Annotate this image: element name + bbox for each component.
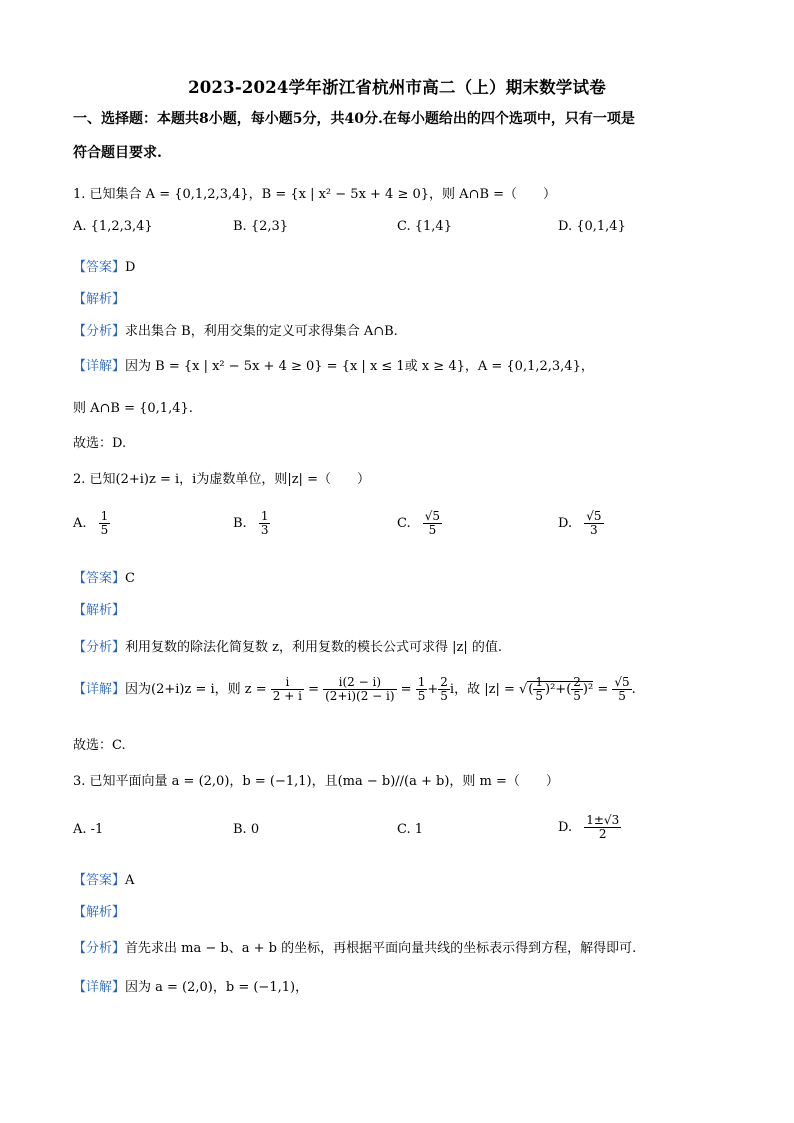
q2-option-d-num: √5 (586, 509, 602, 523)
q3-option-d-den: 2 (598, 827, 607, 842)
q3-answer-value: A (125, 873, 135, 888)
q2-option-a-label: A. (73, 516, 87, 532)
formula-i-over-2-plus-i: $\frac{i}{2 + i}$ (272, 675, 302, 704)
q2-option-b-num: 1 (260, 509, 269, 523)
answer-label: 【答案】 (73, 873, 126, 888)
q1-fenxi-text: 求出集合 B，利用交集的定义可求得集合 A∩B. (125, 324, 398, 339)
fenxi-label: 【分析】 (73, 640, 126, 655)
q2-answer (73, 567, 135, 586)
q1-answer (73, 256, 135, 275)
question-2-stem: 2. 已知(2+i)z = i，i为虚数单位，则|z| =（ ） (73, 472, 370, 487)
q2-option-a-den: 5 (100, 523, 109, 538)
q2-fenxi-text: 利用复数的除法化简复数 z，利用复数的模长公式可求得 |z| 的值. (125, 640, 503, 655)
q2-option-b (233, 510, 270, 537)
answer-label: 【答案】 (73, 571, 126, 586)
q3-option-c: C. 1 (397, 822, 424, 837)
q1-option-a: A. {1,2,3,4} (73, 219, 153, 234)
q2-option-c-num: √5 (424, 509, 441, 523)
q2-option-b-label: B. (233, 516, 247, 532)
page-title: 2023-2024学年浙江省杭州市高二（上）期末数学试卷 (188, 78, 606, 97)
q2-analysis-label: 【解析】 (73, 603, 126, 618)
q3-option-b: B. 0 (233, 822, 260, 837)
q1-answer-value: D (125, 260, 136, 275)
q2-option-d-label: D. (558, 516, 573, 532)
q2-xiangjie-a: 因为(2+i)z = i，则 z = (125, 682, 267, 698)
q2-option-a-num: 1 (100, 509, 109, 523)
q3-option-d-num: 1±√3 (586, 813, 620, 827)
q2-option-c-den: 5 (428, 523, 437, 538)
q1-analysis-label: 【解析】 (73, 292, 126, 307)
formula-modulus: √( $\frac{1}{5}$ )²+( $\frac{2}{5}$ )² (519, 675, 594, 704)
q1-xiangjie (73, 355, 594, 374)
question-1-stem: 1. 已知集合 A = {0,1,2,3,4}，B = {x | x² − 5x + 4 ≥ 0}，则 A∩B =（ ） (73, 187, 557, 202)
section-heading: 一、选择题：本题共8小题，每小题5分，共40分.在每小题给出的四个选项中，只有一项是 (73, 111, 635, 127)
q2-option-a (73, 510, 110, 537)
xiangjie-label: 【详解】 (73, 682, 126, 698)
q1-option-c: C. {1,4} (397, 219, 452, 234)
section-heading-cont: 符合题目要求. (73, 145, 162, 161)
q3-answer (73, 869, 134, 888)
xiangjie-label: 【详解】 (73, 980, 126, 995)
q1-option-b: B. {2,3} (233, 219, 289, 234)
q2-xiangjie: 【详解】因为(2+i)z = i，则 z = $\frac{i}{2 + i}$ = $\frac{i(2 - i)}{(2+i)(2 - i)}$ = $\frac{1}{5}$ + $\frac{2}{5}$ i，故 |z| = √( $\frac{1}{5}$ )²+( $\frac{2}{5}$ )² = $\frac{√5}{5}$ . (73, 675, 636, 704)
q3-option-d (558, 814, 621, 841)
fenxi-label: 【分析】 (73, 941, 126, 956)
q3-analysis-label: 【解析】 (73, 905, 126, 920)
q1-option-d: D. {0,1,4} (558, 219, 626, 234)
q2-option-d-den: 3 (590, 523, 598, 538)
q1-conclusion: 故选：D. (73, 436, 127, 451)
q2-option-c-label: C. (397, 516, 411, 532)
formula-one-fifth: $\frac{1}{5}$ (417, 675, 426, 704)
q1-fenxi (73, 320, 398, 339)
q2-xiangjie-b: ，故 |z| = (454, 682, 515, 698)
q2-answer-value: C (125, 571, 135, 586)
fenxi-label: 【分析】 (73, 324, 126, 339)
q1-xiangjie-text: 因为 B = {x | x² − 5x + 4 ≥ 0} = {x | x ≤ 1或 x ≥ 4}，A = {0,1,2,3,4}， (125, 359, 594, 374)
question-3-stem: 3. 已知平面向量 a = (2,0)，b = (−1,1)，且(ma − b)//(a + b)，则 m =（ ） (73, 774, 559, 789)
q3-xiangjie-text: 因为 a = (2,0)，b = (−1,1)， (125, 980, 309, 995)
answer-label: 【答案】 (73, 260, 126, 275)
q3-fenxi (73, 937, 636, 956)
formula-result: $\frac{√5}{5}$ (614, 675, 630, 704)
q2-conclusion: 故选：C. (73, 738, 126, 753)
q2-fenxi (73, 636, 502, 655)
q3-option-d-label: D. (558, 820, 573, 836)
q3-xiangjie (73, 976, 308, 995)
q3-option-a: A. -1 (73, 822, 104, 837)
q1-xiangjie-line2: 则 A∩B = {0,1,4}. (73, 401, 193, 416)
q2-option-c (397, 510, 442, 537)
formula-two-fifths: $\frac{2}{5}$ (440, 675, 448, 704)
q3-fenxi-text: 首先求出 ma − b、a + b 的坐标，再根据平面向量共线的坐标表示得到方程，解得即可. (125, 941, 637, 956)
formula-conjugate: $\frac{i(2 - i)}{(2+i)(2 - i)}$ (325, 675, 395, 704)
q2-option-b-den: 3 (260, 523, 269, 538)
xiangjie-label: 【详解】 (73, 359, 126, 374)
q2-option-d (558, 510, 604, 537)
